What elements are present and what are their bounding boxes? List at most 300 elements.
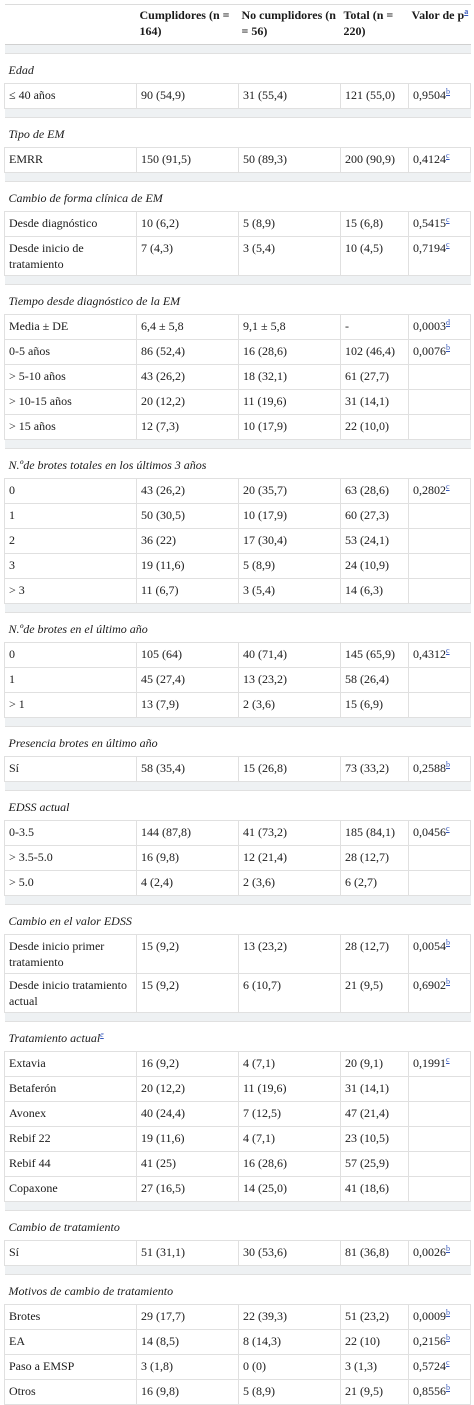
footnote-link[interactable]: c <box>446 1055 450 1064</box>
cumplidores-value: 20 (12,2) <box>137 1077 239 1102</box>
no-cumplidores-value: 16 (28,6) <box>239 340 341 365</box>
total-value: 15 (6,8) <box>341 212 409 237</box>
p-value-cell <box>409 1330 471 1355</box>
no-cumplidores-value: 4 (7,1) <box>239 1127 341 1152</box>
p-value: 0,7194 <box>413 241 446 255</box>
spacer-cell <box>5 718 471 727</box>
p-value-cell <box>409 871 471 896</box>
no-cumplidores-value: 5 (8,9) <box>239 212 341 237</box>
section-title-row <box>5 118 471 148</box>
row-label: > 15 años <box>5 415 137 440</box>
table-header <box>5 5 471 45</box>
row-label: Sí <box>5 757 137 782</box>
p-value-cell <box>409 668 471 693</box>
spacer-cell <box>5 1013 471 1022</box>
table-row <box>5 1077 471 1102</box>
table-row <box>5 1355 471 1380</box>
footnote-link[interactable]: b <box>446 977 450 986</box>
row-label: Avonex <box>5 1102 137 1127</box>
section-title-row <box>5 182 471 212</box>
header-valor-p-label: Valor de p <box>411 8 465 22</box>
section-title <box>5 727 471 757</box>
section-title-row <box>5 285 471 315</box>
cumplidores-value: 43 (26,2) <box>137 479 239 504</box>
section-spacer <box>5 782 471 791</box>
table-row <box>5 504 471 529</box>
cumplidores-value: 90 (54,9) <box>137 84 239 109</box>
section-title <box>5 1211 471 1241</box>
section-title-row <box>5 791 471 821</box>
total-value: 63 (28,6) <box>341 479 409 504</box>
table-row <box>5 1152 471 1177</box>
footnote-link[interactable]: a <box>464 7 469 16</box>
p-value-cell <box>409 1152 471 1177</box>
section-title-text: N.ºde brotes totales en los últimos 3 años <box>8 458 207 472</box>
table-row <box>5 529 471 554</box>
row-label: Brotes <box>5 1305 137 1330</box>
no-cumplidores-value: 40 (71,4) <box>239 643 341 668</box>
cumplidores-value: 29 (17,7) <box>137 1305 239 1330</box>
header-no-cumplidores: No cumplidores (n = 56) <box>239 5 341 45</box>
total-value: 21 (9,5) <box>341 974 409 1013</box>
section-title <box>5 1275 471 1305</box>
section-title-row <box>5 905 471 935</box>
total-value: 145 (65,9) <box>341 643 409 668</box>
spacer-cell <box>5 45 471 54</box>
section-spacer <box>5 45 471 54</box>
cumplidores-value: 45 (27,4) <box>137 668 239 693</box>
spacer-cell <box>5 604 471 613</box>
cumplidores-value: 27 (16,5) <box>137 1177 239 1202</box>
footnote-link[interactable]: c <box>446 151 450 160</box>
total-value: 58 (26,4) <box>341 668 409 693</box>
p-value-cell <box>409 1355 471 1380</box>
section-title-row <box>5 1211 471 1241</box>
table-row <box>5 1102 471 1127</box>
p-value: 0,0054 <box>413 939 446 953</box>
row-label: > 3 <box>5 579 137 604</box>
section-title-text: Cambio en el valor EDSS <box>8 914 132 928</box>
no-cumplidores-value: 18 (32,1) <box>239 365 341 390</box>
cumplidores-value: 16 (9,8) <box>137 846 239 871</box>
total-value: 121 (55,0) <box>341 84 409 109</box>
section-title <box>5 54 471 84</box>
p-value-cell <box>409 1102 471 1127</box>
section-title <box>5 613 471 643</box>
section-title-text: Cambio de tratamiento <box>8 1220 120 1234</box>
p-value-cell <box>409 315 471 340</box>
section-title-text: Tipo de EM <box>8 127 65 141</box>
p-value-cell <box>409 643 471 668</box>
section-title-text: Edad <box>8 63 34 77</box>
p-value: 0,0076 <box>413 344 446 358</box>
p-value-cell <box>409 212 471 237</box>
cumplidores-value: 16 (9,8) <box>137 1380 239 1405</box>
spacer-cell <box>5 1266 471 1275</box>
row-label: > 3.5-5.0 <box>5 846 137 871</box>
total-value: 185 (84,1) <box>341 821 409 846</box>
row-label: Desde inicio de tratamiento <box>5 237 137 276</box>
spacer-cell <box>5 109 471 118</box>
cumplidores-value: 144 (87,8) <box>137 821 239 846</box>
row-label: 3 <box>5 554 137 579</box>
total-value: 6 (2,7) <box>341 871 409 896</box>
p-value: 0,5415 <box>413 216 446 230</box>
section-title <box>5 182 471 212</box>
section-title-text: Tratamiento actual <box>8 1031 101 1045</box>
footnote-link[interactable]: b <box>446 760 450 769</box>
spacer-cell <box>5 1202 471 1211</box>
p-value-cell <box>409 479 471 504</box>
footnote-link[interactable]: b <box>446 1244 450 1253</box>
row-label: Extavia <box>5 1052 137 1077</box>
table-row <box>5 1052 471 1077</box>
total-value: - <box>341 315 409 340</box>
total-value: 21 (9,5) <box>341 1380 409 1405</box>
total-value: 28 (12,7) <box>341 935 409 974</box>
row-label: 0 <box>5 643 137 668</box>
cumplidores-value: 7 (4,3) <box>137 237 239 276</box>
p-value: 0,0456 <box>413 825 446 839</box>
total-value: 61 (27,7) <box>341 365 409 390</box>
p-value-cell <box>409 504 471 529</box>
no-cumplidores-value: 4 (7,1) <box>239 1052 341 1077</box>
table-row <box>5 390 471 415</box>
footnote-link[interactable]: b <box>446 1333 450 1342</box>
row-label: Desde diagnóstico <box>5 212 137 237</box>
total-value: 15 (6,9) <box>341 693 409 718</box>
p-value-cell <box>409 1380 471 1405</box>
section-title-row <box>5 1022 471 1052</box>
table-row <box>5 668 471 693</box>
no-cumplidores-value: 30 (53,6) <box>239 1241 341 1266</box>
p-value: 0,2802 <box>413 483 446 497</box>
section-spacer <box>5 718 471 727</box>
no-cumplidores-value: 15 (26,8) <box>239 757 341 782</box>
footnote-link[interactable]: c <box>446 1358 450 1367</box>
p-value-cell <box>409 579 471 604</box>
row-label: > 1 <box>5 693 137 718</box>
cumplidores-value: 50 (30,5) <box>137 504 239 529</box>
table-row <box>5 1241 471 1266</box>
row-label: Rebif 44 <box>5 1152 137 1177</box>
results-table <box>4 4 471 1405</box>
spacer-cell <box>5 782 471 791</box>
no-cumplidores-value: 13 (23,2) <box>239 668 341 693</box>
total-value: 10 (4,5) <box>341 237 409 276</box>
p-value-cell <box>409 554 471 579</box>
footnote-link[interactable]: c <box>446 240 450 249</box>
cumplidores-value: 11 (6,7) <box>137 579 239 604</box>
total-value: 51 (23,2) <box>341 1305 409 1330</box>
p-value: 0,4124 <box>413 152 446 166</box>
section-title-text: Tiempo desde diagnóstico de la EM <box>8 294 181 308</box>
p-value: 0,8556 <box>413 1384 446 1398</box>
no-cumplidores-value: 3 (5,4) <box>239 237 341 276</box>
footnote-link[interactable]: c <box>446 646 450 655</box>
header-total: Total (n = 220) <box>341 5 409 45</box>
no-cumplidores-value: 10 (17,9) <box>239 504 341 529</box>
total-value: 23 (10,5) <box>341 1127 409 1152</box>
table-row <box>5 846 471 871</box>
no-cumplidores-value: 16 (28,6) <box>239 1152 341 1177</box>
cumplidores-value: 10 (6,2) <box>137 212 239 237</box>
row-label: > 10-15 años <box>5 390 137 415</box>
p-value-cell <box>409 1077 471 1102</box>
row-label: > 5.0 <box>5 871 137 896</box>
row-label: > 5-10 años <box>5 365 137 390</box>
table-row <box>5 315 471 340</box>
footnote-link[interactable]: b <box>446 938 450 947</box>
p-value-cell <box>409 84 471 109</box>
table-row <box>5 935 471 974</box>
row-label: EMRR <box>5 148 137 173</box>
p-value-cell <box>409 529 471 554</box>
no-cumplidores-value: 2 (3,6) <box>239 871 341 896</box>
no-cumplidores-value: 14 (25,0) <box>239 1177 341 1202</box>
cumplidores-value: 15 (9,2) <box>137 935 239 974</box>
p-value-cell <box>409 846 471 871</box>
p-value-cell <box>409 365 471 390</box>
total-value: 41 (18,6) <box>341 1177 409 1202</box>
no-cumplidores-value: 31 (55,4) <box>239 84 341 109</box>
row-label: Betaferón <box>5 1077 137 1102</box>
row-label: Otros <box>5 1380 137 1405</box>
cumplidores-value: 105 (64) <box>137 643 239 668</box>
row-label: Rebif 22 <box>5 1127 137 1152</box>
section-title <box>5 791 471 821</box>
footnote-link[interactable]: d <box>446 318 450 327</box>
p-value-cell <box>409 415 471 440</box>
section-title-row <box>5 1275 471 1305</box>
row-label: Desde inicio tratamiento actual <box>5 974 137 1013</box>
no-cumplidores-value: 3 (5,4) <box>239 579 341 604</box>
p-value-cell <box>409 1052 471 1077</box>
total-value: 53 (24,1) <box>341 529 409 554</box>
row-label: 1 <box>5 504 137 529</box>
total-value: 14 (6,3) <box>341 579 409 604</box>
total-value: 28 (12,7) <box>341 846 409 871</box>
p-value-cell <box>409 974 471 1013</box>
p-value-cell <box>409 757 471 782</box>
total-value: 200 (90,9) <box>341 148 409 173</box>
row-label: ≤ 40 años <box>5 84 137 109</box>
no-cumplidores-value: 2 (3,6) <box>239 693 341 718</box>
row-label: 1 <box>5 668 137 693</box>
no-cumplidores-value: 0 (0) <box>239 1355 341 1380</box>
section-title-text: Cambio de forma clínica de EM <box>8 191 163 205</box>
row-label: Media ± DE <box>5 315 137 340</box>
table-row <box>5 871 471 896</box>
total-value: 22 (10,0) <box>341 415 409 440</box>
section-spacer <box>5 440 471 449</box>
p-value-cell <box>409 821 471 846</box>
no-cumplidores-value: 10 (17,9) <box>239 415 341 440</box>
section-spacer <box>5 173 471 182</box>
no-cumplidores-value: 50 (89,3) <box>239 148 341 173</box>
spacer-cell <box>5 276 471 285</box>
p-value: 0,4312 <box>413 647 446 661</box>
row-label: Desde inicio primer tratamiento <box>5 935 137 974</box>
p-value-cell <box>409 1305 471 1330</box>
table-row <box>5 1177 471 1202</box>
section-title-row <box>5 449 471 479</box>
spacer-cell <box>5 440 471 449</box>
table-row <box>5 365 471 390</box>
footnote-link[interactable]: c <box>446 482 450 491</box>
total-value: 22 (10) <box>341 1330 409 1355</box>
row-label: 0-3.5 <box>5 821 137 846</box>
section-title-row <box>5 613 471 643</box>
table-row <box>5 1127 471 1152</box>
total-value: 31 (14,1) <box>341 1077 409 1102</box>
total-value: 60 (27,3) <box>341 504 409 529</box>
cumplidores-value: 16 (9,2) <box>137 1052 239 1077</box>
table-row <box>5 84 471 109</box>
table-row <box>5 479 471 504</box>
table-row <box>5 237 471 276</box>
p-value-cell <box>409 1177 471 1202</box>
table-body <box>5 45 471 1405</box>
table-row <box>5 643 471 668</box>
no-cumplidores-value: 11 (19,6) <box>239 390 341 415</box>
table-row <box>5 415 471 440</box>
cumplidores-value: 14 (8,5) <box>137 1330 239 1355</box>
p-value: 0,1991 <box>413 1056 446 1070</box>
cumplidores-value: 20 (12,2) <box>137 390 239 415</box>
p-value-cell <box>409 935 471 974</box>
cumplidores-value: 40 (24,4) <box>137 1102 239 1127</box>
section-title <box>5 118 471 148</box>
no-cumplidores-value: 17 (30,4) <box>239 529 341 554</box>
table-row <box>5 579 471 604</box>
p-value-cell <box>409 148 471 173</box>
no-cumplidores-value: 5 (8,9) <box>239 554 341 579</box>
table-row <box>5 212 471 237</box>
no-cumplidores-value: 11 (19,6) <box>239 1077 341 1102</box>
section-spacer <box>5 109 471 118</box>
cumplidores-value: 19 (11,6) <box>137 1127 239 1152</box>
total-value: 20 (9,1) <box>341 1052 409 1077</box>
p-value-cell <box>409 1127 471 1152</box>
table-row <box>5 821 471 846</box>
section-spacer <box>5 896 471 905</box>
p-value-cell <box>409 693 471 718</box>
row-label: Sí <box>5 1241 137 1266</box>
section-title-row <box>5 727 471 757</box>
footnote-link[interactable]: e <box>100 1030 104 1039</box>
no-cumplidores-value: 13 (23,2) <box>239 935 341 974</box>
cumplidores-value: 13 (7,9) <box>137 693 239 718</box>
p-value: 0,9504 <box>413 88 446 102</box>
table-row <box>5 1380 471 1405</box>
p-value: 0,5724 <box>413 1359 446 1373</box>
no-cumplidores-value: 7 (12,5) <box>239 1102 341 1127</box>
total-value: 3 (1,3) <box>341 1355 409 1380</box>
section-title-text: Motivos de cambio de tratamiento <box>8 1284 174 1298</box>
cumplidores-value: 4 (2,4) <box>137 871 239 896</box>
row-label: Paso a EMSP <box>5 1355 137 1380</box>
p-value: 0,0009 <box>413 1309 446 1323</box>
table-row <box>5 1330 471 1355</box>
table-row <box>5 340 471 365</box>
total-value: 102 (46,4) <box>341 340 409 365</box>
no-cumplidores-value: 5 (8,9) <box>239 1380 341 1405</box>
p-value-cell <box>409 390 471 415</box>
no-cumplidores-value: 22 (39,3) <box>239 1305 341 1330</box>
section-spacer <box>5 276 471 285</box>
footnote-link[interactable]: b <box>446 1383 450 1392</box>
footnote-link[interactable]: b <box>446 343 450 352</box>
cumplidores-value: 43 (26,2) <box>137 365 239 390</box>
p-value: 0,6902 <box>413 978 446 992</box>
cumplidores-value: 86 (52,4) <box>137 340 239 365</box>
no-cumplidores-value: 6 (10,7) <box>239 974 341 1013</box>
cumplidores-value: 12 (7,3) <box>137 415 239 440</box>
footnote-link[interactable]: c <box>446 215 450 224</box>
row-label: EA <box>5 1330 137 1355</box>
table-row <box>5 693 471 718</box>
cumplidores-value: 41 (25) <box>137 1152 239 1177</box>
section-title-text: EDSS actual <box>8 800 70 814</box>
table-row <box>5 148 471 173</box>
cumplidores-value: 3 (1,8) <box>137 1355 239 1380</box>
no-cumplidores-value: 12 (21,4) <box>239 846 341 871</box>
footnote-link[interactable]: c <box>446 824 450 833</box>
row-label: Copaxone <box>5 1177 137 1202</box>
total-value: 57 (25,9) <box>341 1152 409 1177</box>
cumplidores-value: 6,4 ± 5,8 <box>137 315 239 340</box>
row-label: 0 <box>5 479 137 504</box>
no-cumplidores-value: 9,1 ± 5,8 <box>239 315 341 340</box>
p-value: 0,0026 <box>413 1245 446 1259</box>
p-value-cell <box>409 1241 471 1266</box>
row-label: 0-5 años <box>5 340 137 365</box>
total-value: 24 (10,9) <box>341 554 409 579</box>
no-cumplidores-value: 8 (14,3) <box>239 1330 341 1355</box>
section-title-text: Presencia brotes en último año <box>8 736 158 750</box>
header-empty-cell <box>5 5 137 45</box>
cumplidores-value: 15 (9,2) <box>137 974 239 1013</box>
section-spacer <box>5 604 471 613</box>
section-title-text: N.ºde brotes en el último año <box>8 622 148 636</box>
section-spacer <box>5 1013 471 1022</box>
p-value: 0,2156 <box>413 1334 446 1348</box>
no-cumplidores-value: 20 (35,7) <box>239 479 341 504</box>
cumplidores-value: 51 (31,1) <box>137 1241 239 1266</box>
total-value: 73 (33,2) <box>341 757 409 782</box>
footnote-link[interactable]: b <box>446 87 450 96</box>
total-value: 31 (14,1) <box>341 390 409 415</box>
section-title <box>5 905 471 935</box>
p-value-cell <box>409 340 471 365</box>
p-value-cell <box>409 237 471 276</box>
spacer-cell <box>5 896 471 905</box>
p-value: 0,0003 <box>413 319 446 333</box>
row-label: 2 <box>5 529 137 554</box>
section-title <box>5 1022 471 1052</box>
cumplidores-value: 58 (35,4) <box>137 757 239 782</box>
header-cumplidores: Cumplidores (n = 164) <box>137 5 239 45</box>
footnote-link[interactable]: b <box>446 1308 450 1317</box>
table-row <box>5 1305 471 1330</box>
section-spacer <box>5 1266 471 1275</box>
cumplidores-value: 150 (91,5) <box>137 148 239 173</box>
section-spacer <box>5 1202 471 1211</box>
p-value: 0,2588 <box>413 761 446 775</box>
table-row <box>5 757 471 782</box>
total-value: 81 (36,8) <box>341 1241 409 1266</box>
